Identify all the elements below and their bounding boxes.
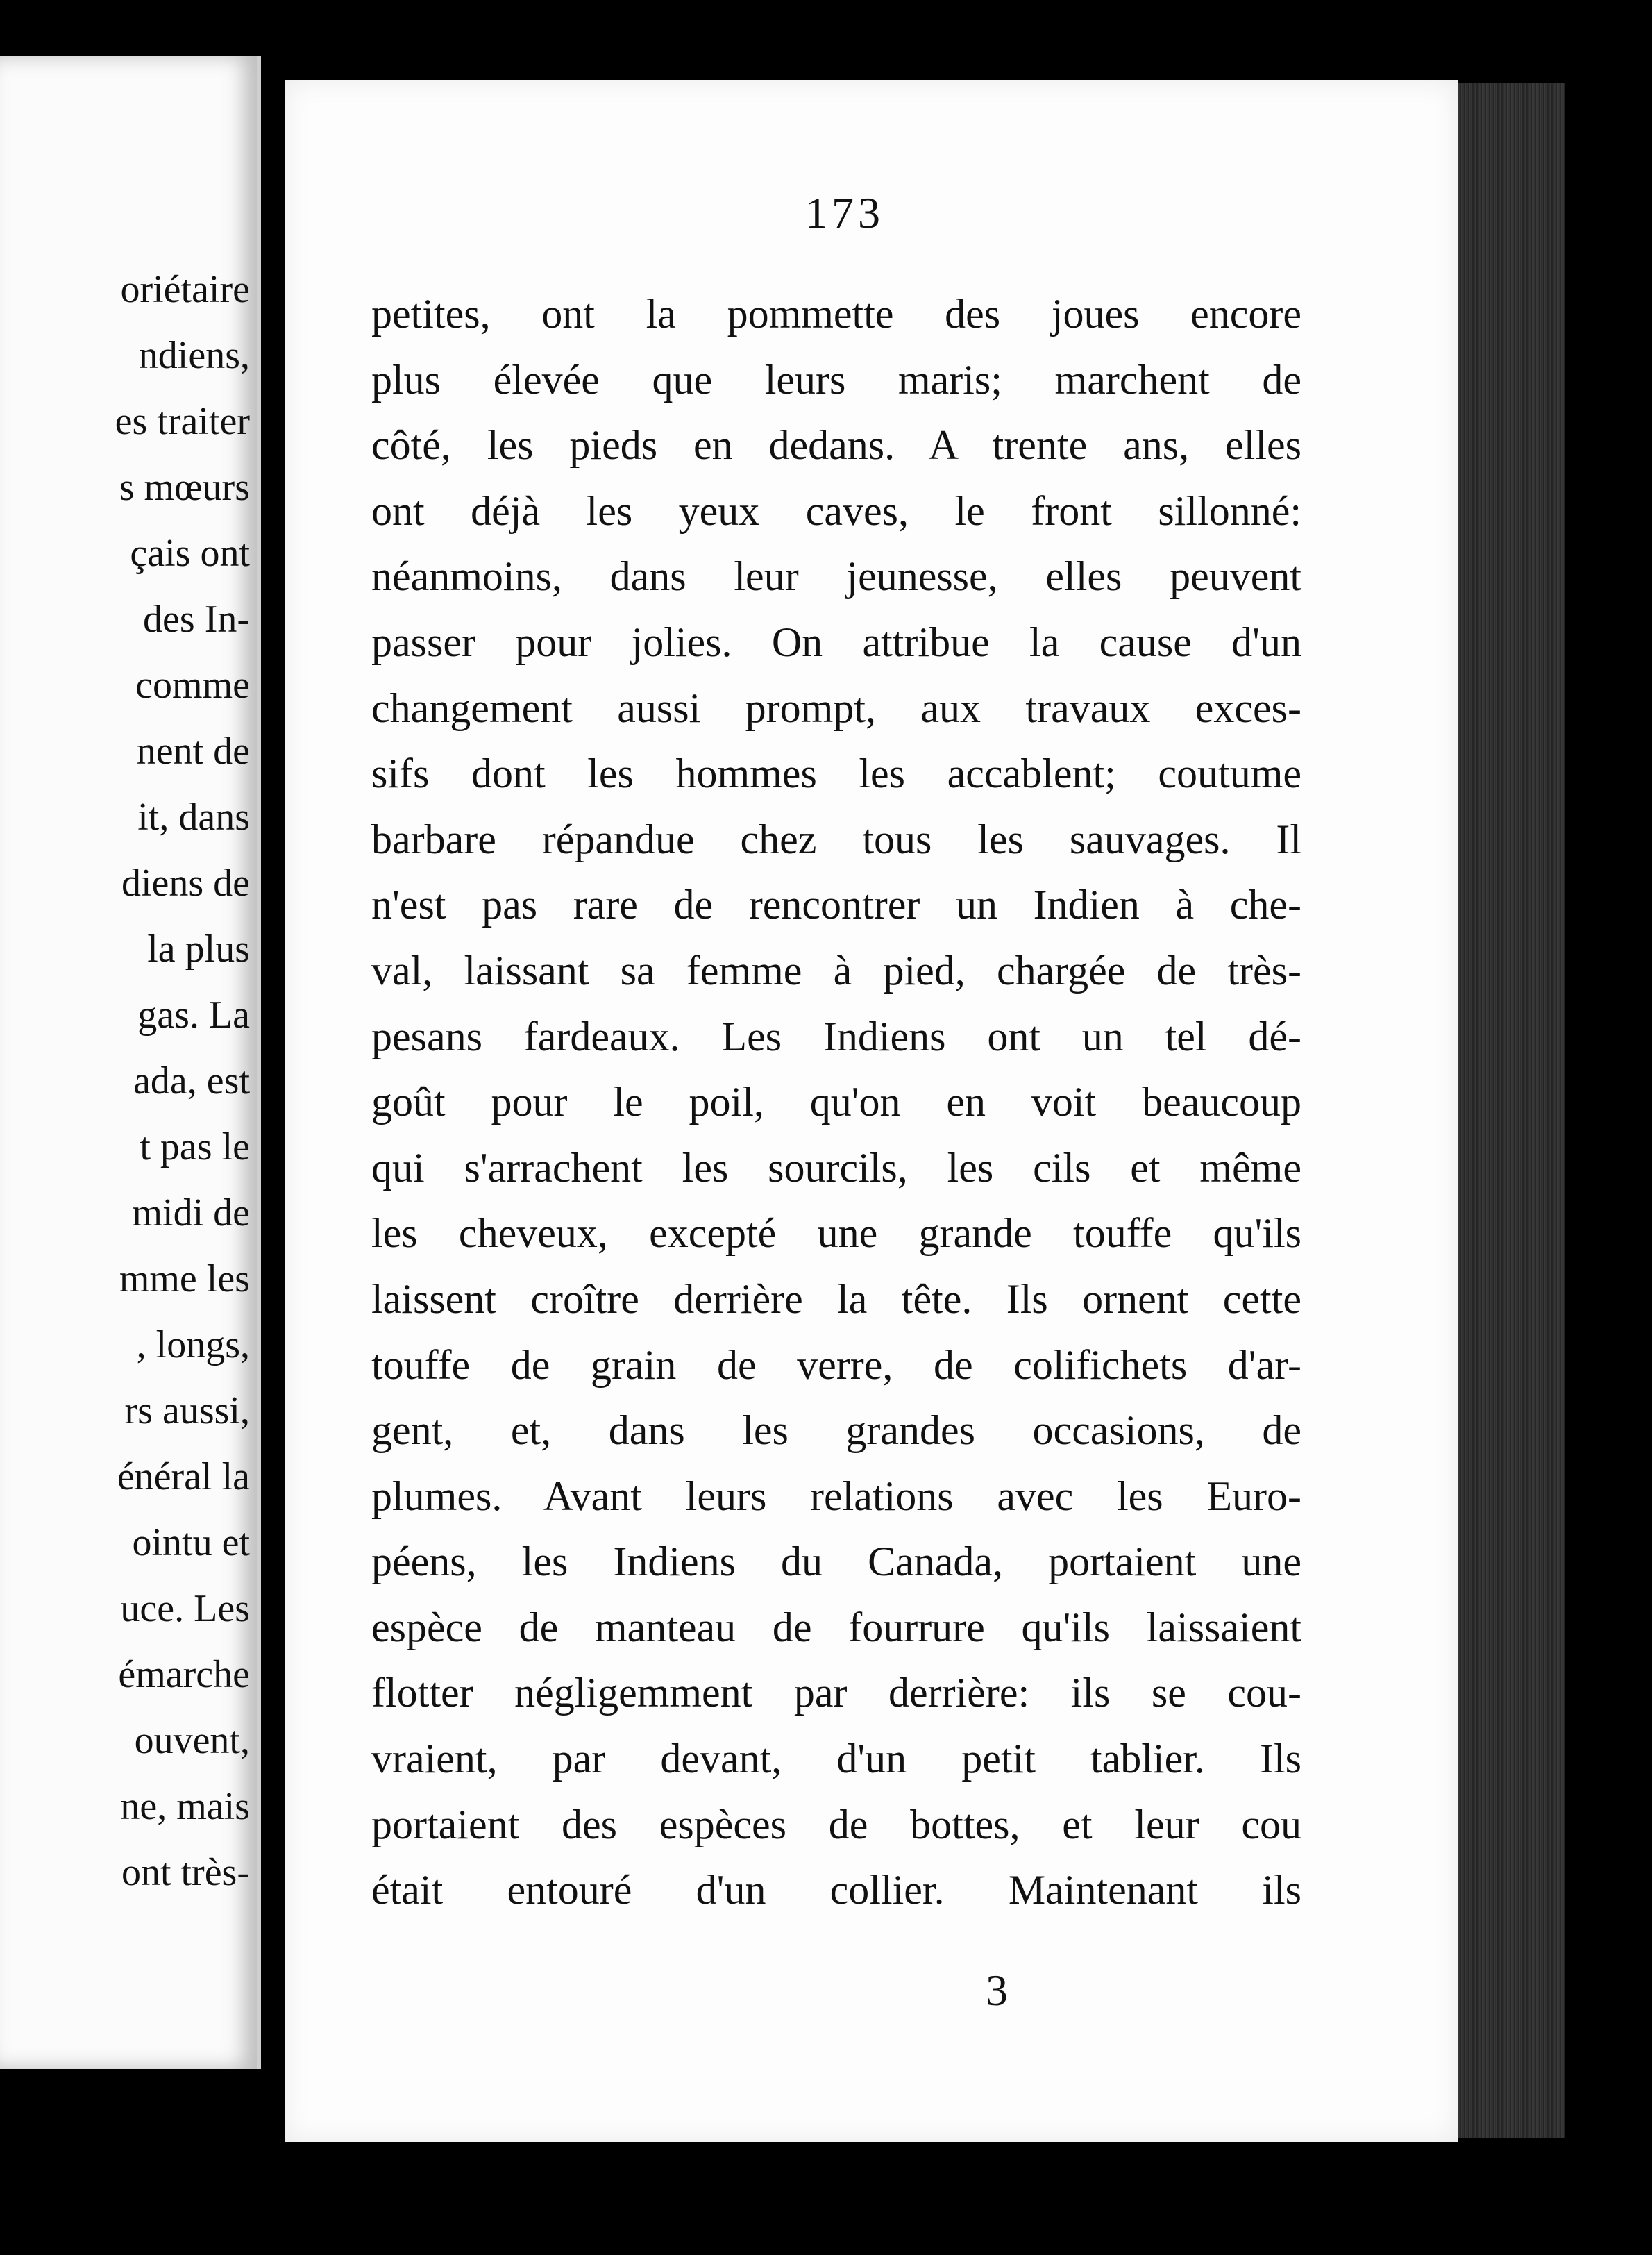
left-line: comme xyxy=(135,664,250,707)
page-body-text xyxy=(371,281,1301,1923)
left-line: ont très- xyxy=(121,1851,250,1894)
left-line: ndiens, xyxy=(138,334,250,377)
left-line: midi de xyxy=(132,1191,250,1234)
text-line: passer pour jolies. On attribue la cause d'un xyxy=(371,619,1301,665)
text-line: côté, les pieds en dedans. A trente ans, elles xyxy=(371,422,1301,469)
left-line: es traiter xyxy=(115,400,250,443)
signature-mark: 3 xyxy=(986,1965,1008,2015)
text-line: vraient, par devant, d'un petit tablier. Ils xyxy=(371,1736,1301,1782)
page-number: 173 xyxy=(805,188,884,237)
left-line: nent de xyxy=(136,730,250,773)
left-line: énéral la xyxy=(117,1455,250,1498)
left-line: ne, mais xyxy=(120,1785,250,1828)
text-line: portaient des espèces de bottes, et leur cou xyxy=(371,1801,1301,1847)
text-line: sifs dont les hommes les accablent; coutume xyxy=(371,751,1301,797)
text-line: gent, et, dans les grandes occasions, de xyxy=(371,1407,1301,1454)
left-line: diens de xyxy=(121,862,250,905)
left-line: ointu et xyxy=(132,1521,250,1564)
text-line: goût pour le poil, qu'on en voit beaucoup xyxy=(371,1079,1301,1125)
left-line: ada, est xyxy=(133,1059,250,1103)
text-line: pesans fardeaux. Les Indiens ont un tel dé- xyxy=(371,1013,1301,1059)
left-page xyxy=(0,56,261,2069)
text-line: néanmoins, dans leur jeunesse, elles peuvent xyxy=(371,553,1301,600)
text-line: péens, les Indiens du Canada, portaient une xyxy=(371,1539,1301,1585)
left-line: , longs, xyxy=(136,1323,250,1366)
left-line: rs aussi, xyxy=(124,1389,250,1432)
text-line: n'est pas rare de rencontrer un Indien à che- xyxy=(371,882,1301,928)
text-line: flotter négligemment par derrière: ils se cou- xyxy=(371,1670,1301,1716)
left-line: ouvent, xyxy=(134,1719,250,1762)
text-line: changement aussi prompt, aux travaux exces- xyxy=(371,685,1301,731)
text-line: espèce de manteau de fourrure qu'ils laissaient xyxy=(371,1604,1301,1650)
left-line: s mœurs xyxy=(119,466,250,509)
left-line: gas. La xyxy=(137,994,250,1037)
left-line: émarche xyxy=(118,1653,250,1696)
text-line: plus élevée que leurs maris; marchent de xyxy=(371,356,1301,403)
left-line: t pas le xyxy=(140,1125,250,1168)
left-line: çais ont xyxy=(130,532,250,575)
left-line: des In- xyxy=(143,598,250,641)
text-line: laissent croître derrière la tête. Ils ornent cette xyxy=(371,1275,1301,1322)
left-page-text xyxy=(0,257,250,1906)
book-page-edge xyxy=(1458,83,1565,2138)
left-line: it, dans xyxy=(137,796,250,839)
text-line: val, laissant sa femme à pied, chargée de très- xyxy=(371,947,1301,994)
text-line: ont déjà les yeux caves, le front sillonné: xyxy=(371,487,1301,534)
text-line: petites, ont la pommette des joues encore xyxy=(371,291,1301,337)
text-line: était entouré d'un collier. Maintenant ils xyxy=(371,1867,1301,1913)
text-line: qui s'arrachent les sourcils, les cils et même xyxy=(371,1144,1301,1191)
left-line: oriétaire xyxy=(120,268,250,311)
text-line: barbare répandue chez tous les sauvages. Il xyxy=(371,816,1301,862)
text-line: les cheveux, excepté une grande touffe qu'ils xyxy=(371,1210,1301,1257)
left-line: uce. Les xyxy=(120,1587,250,1630)
text-line: touffe de grain de verre, de colifichets d'ar- xyxy=(371,1341,1301,1388)
text-line: plumes. Avant leurs relations avec les Euro- xyxy=(371,1473,1301,1519)
left-line: la plus xyxy=(147,928,250,971)
left-line: mme les xyxy=(119,1257,250,1300)
